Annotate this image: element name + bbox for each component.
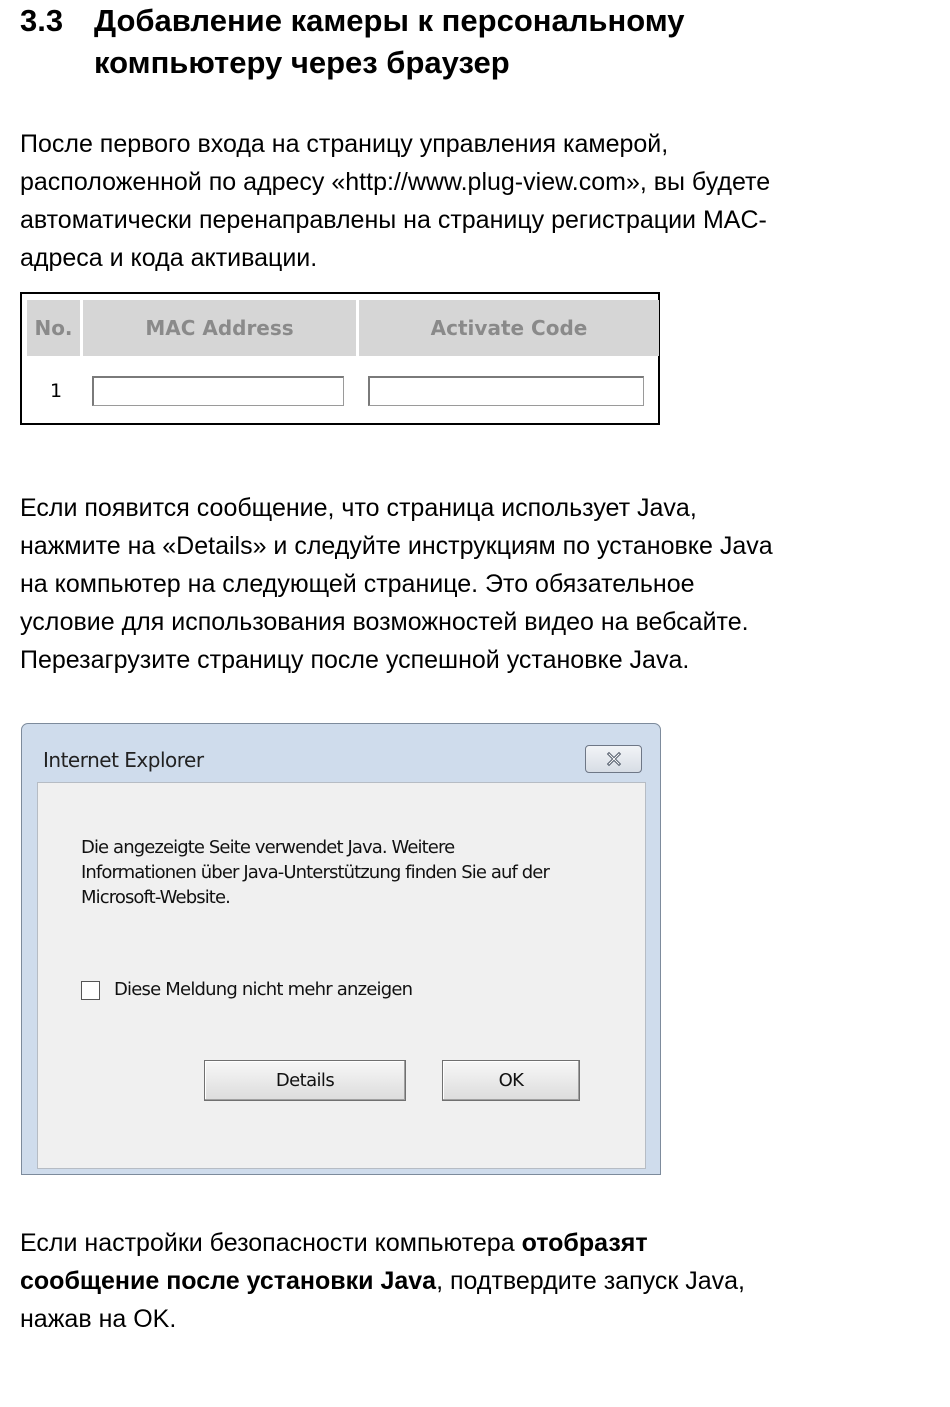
security-note-pre: Если настройки безопасности компьютера — [20, 1229, 522, 1257]
intro-paragraph — [20, 125, 935, 277]
close-button[interactable] — [585, 745, 642, 773]
security-note-paragraph — [20, 1224, 935, 1338]
dialog-message-line1: Die angezeigte Seite verwendet Java. Weitere — [81, 837, 455, 858]
section-title-line1: Добавление камеры к персональному — [94, 3, 685, 38]
section-title-line2: компьютеру через браузер — [94, 45, 510, 80]
dialog-body — [37, 782, 646, 1169]
java-info-line1: Если появится сообщение, что страница использует Java, — [20, 494, 697, 522]
java-info-line4: условие для использования возможностей видео на вебсайте. — [20, 608, 749, 636]
mac-registration-table — [20, 292, 660, 425]
security-note-line3: нажав на OK. — [20, 1305, 177, 1333]
header-activate-code: Activate Code — [430, 316, 588, 340]
java-info-line5: Перезагрузите страницу после успешной установке Java. — [20, 646, 690, 674]
header-mac-address: MAC Address — [83, 300, 359, 356]
java-info-line3: на компьютер на следующей странице. Это обязательное — [20, 570, 695, 598]
activate-code-input[interactable] — [368, 376, 644, 406]
java-info-line2: нажмите на «Details» и следуйте инструкциям по установке Java — [20, 532, 773, 560]
row-number: 1 — [50, 380, 63, 402]
mac-address-input[interactable] — [92, 376, 344, 406]
intro-line4: адреса и кода активации. — [20, 244, 318, 272]
section-number: 3.3 — [20, 3, 64, 38]
security-note-bold1: отобразят — [521, 1229, 648, 1257]
table-header — [27, 300, 659, 356]
ok-button[interactable]: OK — [442, 1060, 580, 1101]
checkbox-label[interactable]: Diese Meldung nicht mehr anzeigen — [114, 979, 413, 1000]
intro-line1: После первого входа на страницу управления камерой, — [20, 130, 669, 158]
section-title — [94, 0, 914, 84]
dialog-message — [81, 835, 601, 910]
header-no: No. — [27, 300, 83, 356]
ie-java-dialog — [21, 723, 661, 1175]
dialog-title: Internet Explorer — [43, 748, 204, 772]
close-icon — [603, 751, 625, 767]
dont-show-again-checkbox[interactable] — [81, 981, 100, 1000]
security-note-bold2: сообщение после установки Java — [20, 1267, 437, 1295]
dialog-message-line3: Microsoft-Website. — [81, 887, 230, 908]
java-info-paragraph — [20, 489, 935, 679]
intro-line2: расположенной по адресу «http://www.plug-view.com», вы будете — [20, 168, 771, 196]
details-button[interactable]: Details — [204, 1060, 406, 1101]
dialog-message-line2: Informationen über Java-Unterstützung finden Sie auf der — [81, 862, 549, 883]
intro-line3: автоматически перенаправлены на страницу регистрации MAC- — [20, 206, 767, 234]
security-note-post: , подтвердите запуск Java, — [436, 1267, 745, 1295]
